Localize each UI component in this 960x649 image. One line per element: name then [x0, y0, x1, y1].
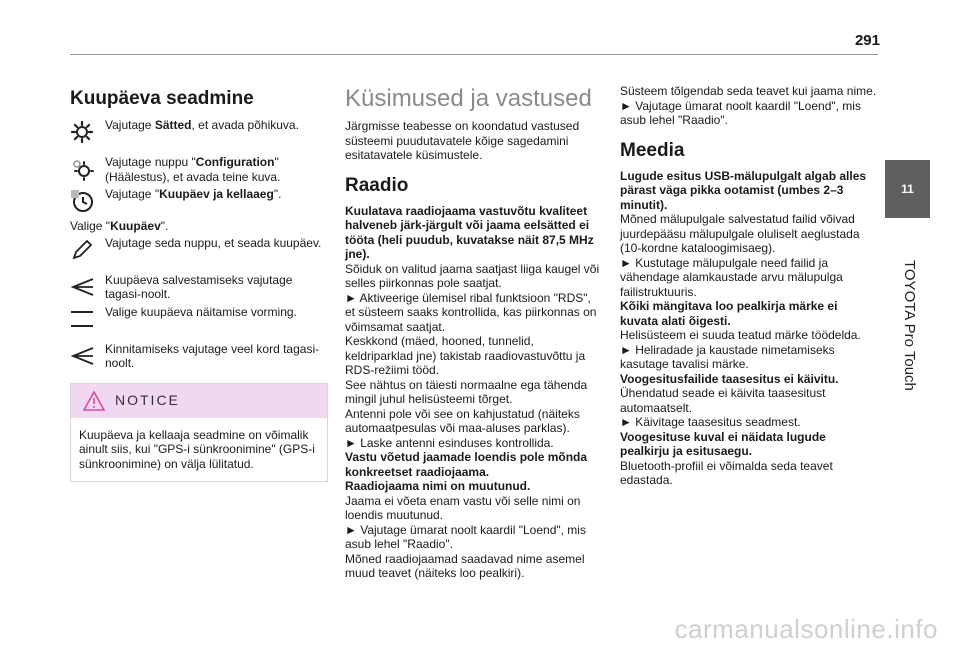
question: Voogesitusfailide taasesitus ei käivitu.: [620, 371, 839, 386]
step-text: Vajutage nuppu ": [105, 155, 196, 169]
answer: Ühendatud seade ei käivita taasesitust automaatselt.: [620, 386, 826, 415]
question: Lugude esitus USB-mälupulgalt algab alles pärast väga pikka ootamist (umbes 2–3 minutit).: [620, 168, 867, 212]
header-rule: [70, 54, 878, 55]
back-arrow-icon: [70, 344, 94, 368]
answer: ► Vajutage ümarat noolt kaardil "Loend", mis asub lehel "Raadio".: [620, 98, 861, 127]
select-bold: Kuupäev: [110, 219, 161, 233]
faq-title: Küsimused ja vastused: [345, 85, 592, 112]
step-text: Valige kuupäeva näitamise vorming.: [105, 304, 297, 319]
question: Voogesituse kuval ei näidata lugude pealkirju ja esitusaegu.: [620, 429, 826, 458]
faq-intro: Järgmisse teabesse on koondatud vastused süsteemi puudutavatele kõige sagedamini esitatavatele küsimustele.: [345, 119, 580, 162]
media-title: Meedia: [620, 139, 685, 161]
media-column: [620, 84, 878, 488]
answer: Mõned raadiojaamad saadavad nime asemel muud teavet (näiteks loo pealkiri).: [345, 551, 585, 580]
answer: Antenni pole või see on kahjustatud (näiteks automaatpesulas või maa-aluses parklas).: [345, 406, 580, 435]
page-number: 291: [854, 32, 880, 49]
notice-header: [71, 384, 327, 418]
faq-column: [345, 85, 603, 581]
answer: ► Vajutage ümarat noolt kaardil "Loend", mis asub lehel "Raadio".: [345, 522, 586, 551]
step-text: ".: [273, 187, 282, 201]
step-date-time: [70, 187, 328, 213]
answer: Sõiduk on valitud jaama saatjast liiga kaugel või selles piirkonnas pole saatjat.: [345, 261, 600, 290]
answer: ► Käivitage taasesitus seadmest.: [620, 415, 801, 429]
date-settings-column: [70, 88, 328, 482]
pencil-icon: [70, 238, 94, 262]
answer: Jaama ei võeta enam vastu või selle nimi on loendis muutunud.: [345, 493, 581, 522]
step-text: Vajutage ": [105, 187, 160, 201]
step-settings: [70, 118, 328, 144]
clock-icon: [70, 189, 94, 213]
chapter-title: TOYOTA Pro Touch: [901, 260, 918, 391]
question: Kõiki mängitava loo pealkirja märke ei kuvata alati õigesti.: [620, 299, 838, 328]
select-date-line: [70, 219, 328, 234]
step-bold: Kuupäev ja kellaaeg: [159, 187, 274, 201]
step-text: Kinnitamiseks vajutage veel kord tagasi-noolt.: [105, 341, 320, 370]
question: Raadiojaama nimi on muutunud.: [345, 479, 531, 493]
step-text: Kuupäeva salvestamiseks vajutage tagasi-noolt.: [105, 272, 293, 301]
notice-title: NOTICE: [115, 392, 180, 409]
step-bold: Sätted: [154, 118, 192, 132]
radio-title: Raadio: [345, 174, 409, 196]
step-configuration: [70, 155, 328, 184]
double-gear-icon: [70, 157, 94, 181]
chapter-tab: 11: [885, 160, 930, 218]
select-text: ".: [160, 219, 169, 233]
answer: Süsteem tõlgendab seda teavet kui jaama nime.: [620, 84, 877, 98]
question: Kuulatava raadiojaama vastuvõtu kvaliteet halveneb järk-järgult või jaama eelsätted ei tööta (heli puudub, kuvatakse näit 87,5 MHz jne).: [345, 203, 594, 261]
select-text: Valige ": [70, 219, 111, 233]
warning-icon: [83, 391, 105, 411]
step-bold: Configuration: [195, 155, 275, 169]
step-date-format: [70, 305, 328, 331]
answer: See nähtus on täiesti normaalne ega tähenda mingil juhul helisüsteemi tõrget.: [345, 377, 588, 406]
answer: ► Laske antenni esinduses kontrollida.: [345, 435, 554, 450]
question: Vastu võetud jaamade loendis pole mõnda konkreetset raadiojaama.: [345, 450, 588, 479]
step-text: " (Häälestus), et avada teine kuva.: [105, 155, 281, 184]
back-arrow-icon: [70, 275, 94, 299]
answer: Mõned mälupulgale salvestatud failid võivad juurdepääsu mälupulgale oluliselt aeglustada (10-kordne kataloogimisaeg).: [620, 212, 860, 255]
step-text: , et avada põhikuva.: [191, 118, 299, 132]
answer: ► Heliradade ja kaustade nimetamiseks kasutage tavalisi märke.: [620, 342, 835, 371]
answer: Bluetooth-profiil ei võimalda seda teavet edastada.: [620, 458, 833, 487]
step-confirm: [70, 342, 328, 371]
step-save-date: [70, 273, 328, 302]
answer: ► Aktiveerige ülemisel ribal funktsioon "RDS", et süsteem saaks kontrollida, kas piirkonnas on võimsamat saatjat.: [345, 290, 597, 334]
answer: Keskkond (mäed, hooned, tunnelid, keldriparklad jne) takistab raadiovastuvõttu ja RDS-režiimi tööd.: [345, 334, 586, 377]
watermark: carmanualsonline.info: [674, 614, 938, 644]
step-text: Vajutage seda nuppu, et seada kuupäev.: [105, 235, 322, 250]
step-text: Vajutage: [105, 118, 155, 132]
notice-box: [70, 383, 328, 483]
date-settings-title: Kuupäeva seadmine: [70, 88, 254, 109]
answer: ► Kustutage mälupulgale need failid ja vähendage alamkaustade arvu mälupulga failistruktuuris.: [620, 255, 843, 299]
step-set-date: [70, 236, 328, 262]
answer: Helisüsteem ei suuda teatud märke töödelda.: [620, 328, 861, 342]
gear-icon: [70, 120, 94, 144]
format-bar-icon: [70, 307, 94, 331]
notice-text: Kuupäeva ja kellaaja seadmine on võimalik ainult siis, kui "GPS-i sünkroonimine" (GPS-i sünkroonimine) on välja lülitatud.: [79, 427, 315, 471]
